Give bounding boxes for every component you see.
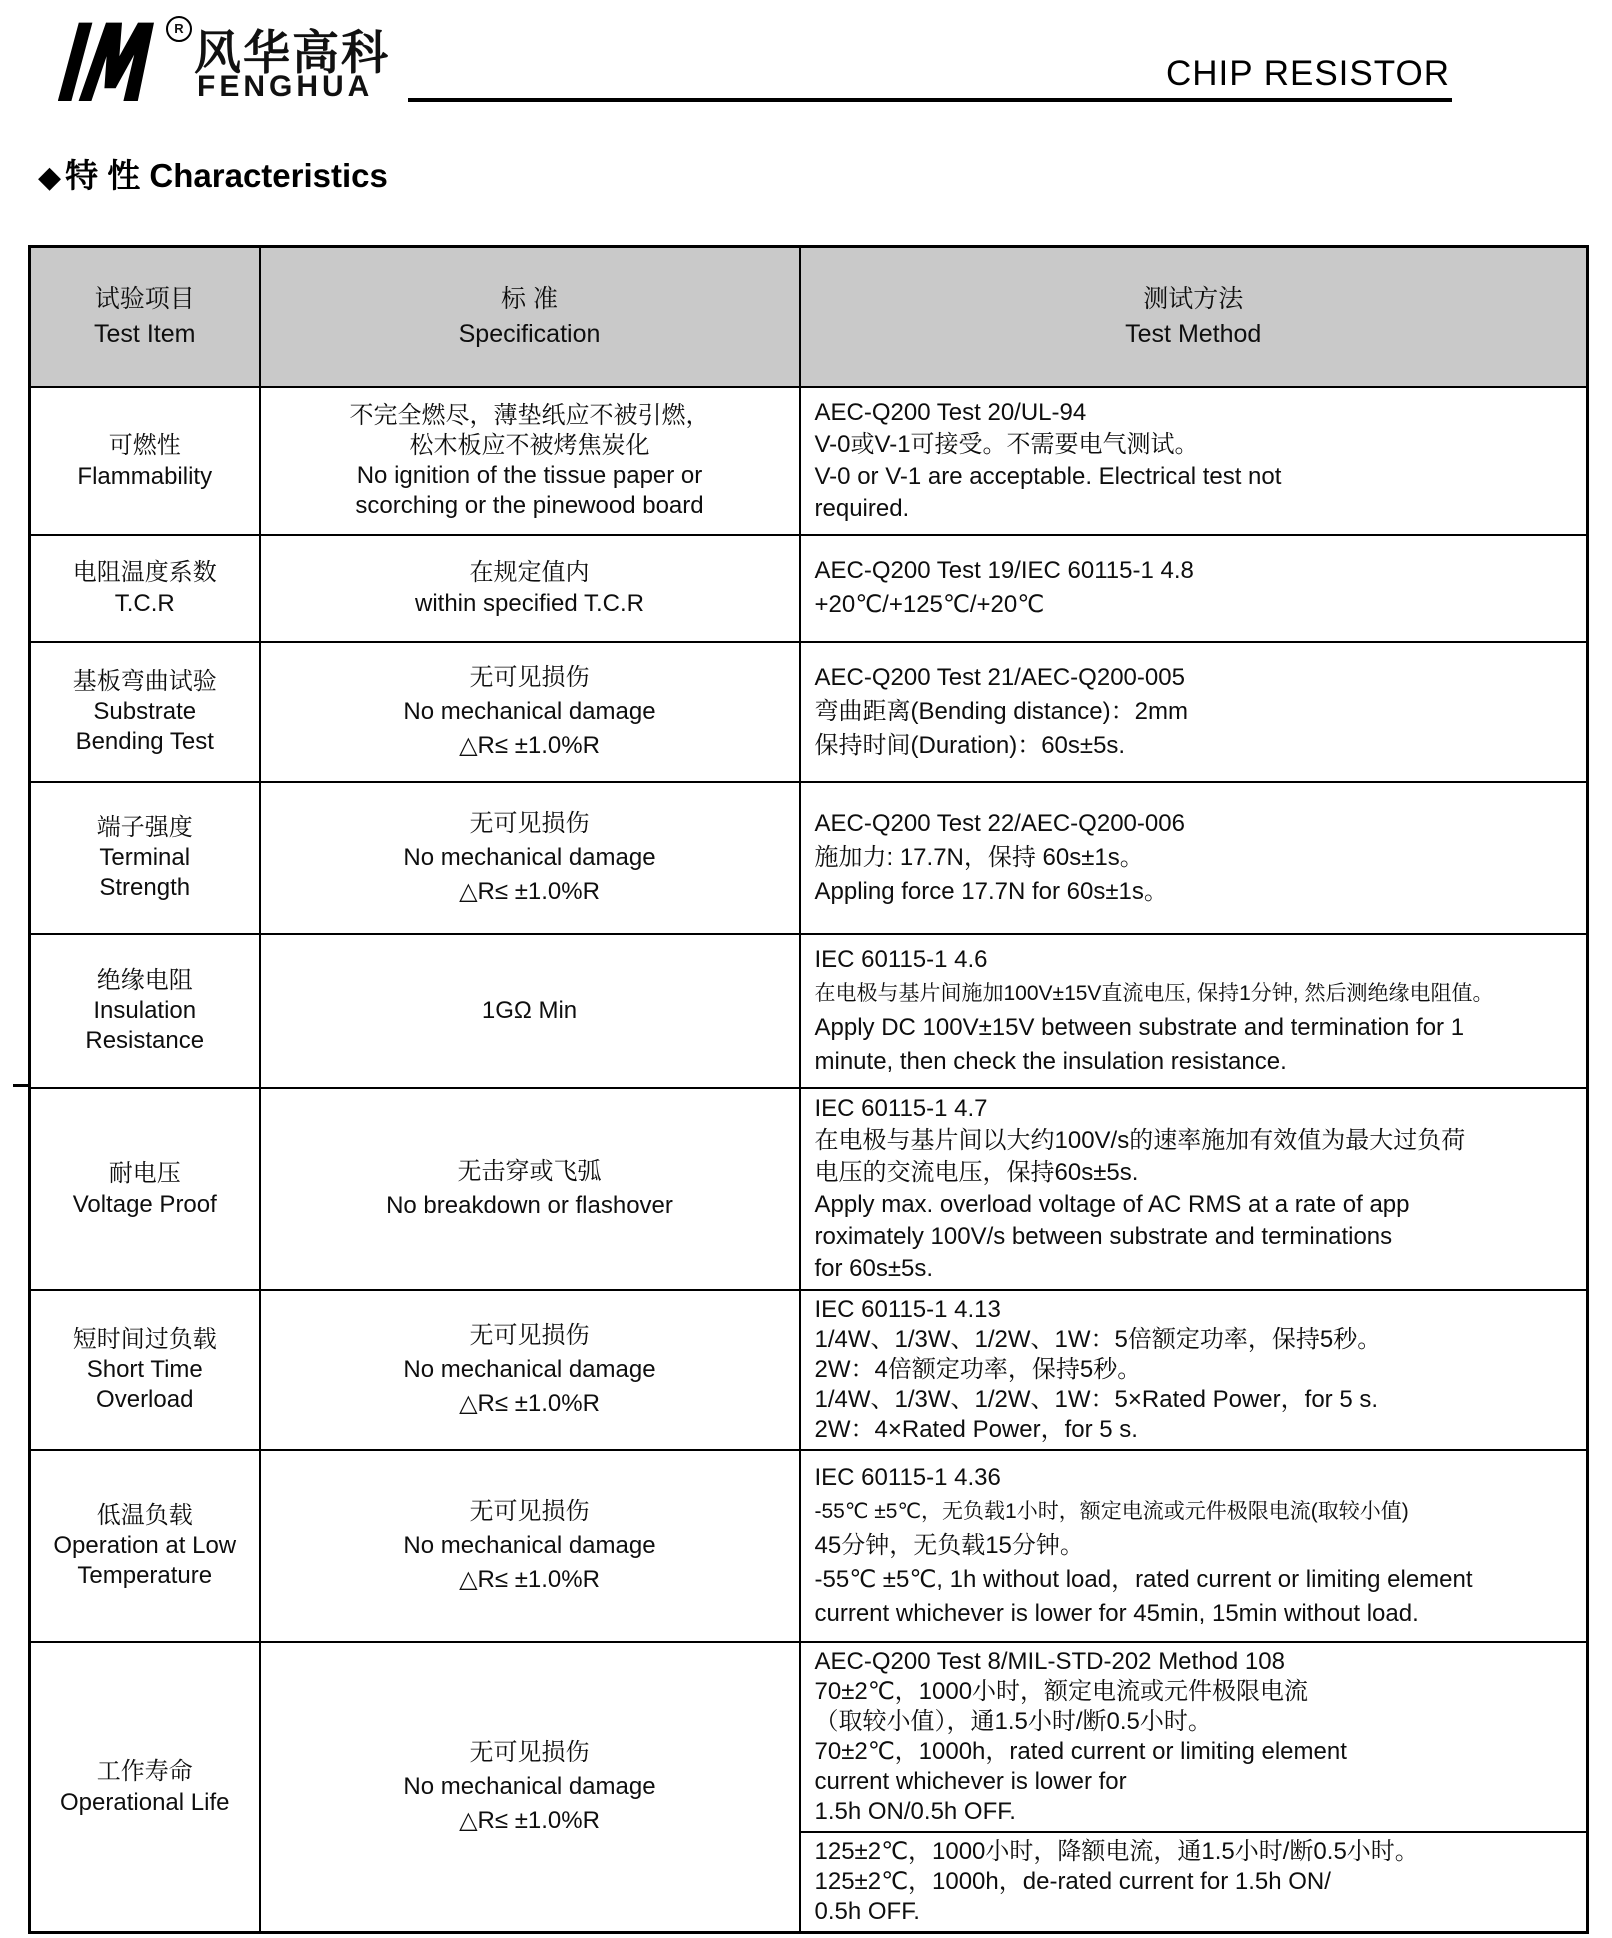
cell-line: Bending Test: [75, 727, 214, 755]
table-row-operational-life: [30, 1642, 1588, 1832]
test-method-cell: [800, 642, 1588, 782]
cell-line: 70±2℃，1000h，rated current or limiting element: [814, 1737, 1347, 1765]
table-row-tcr: [30, 535, 1588, 642]
cell-line: No breakdown or flashover: [386, 1191, 673, 1219]
cell-line: Operational Life: [60, 1788, 230, 1816]
cell-line: 端子强度: [96, 813, 193, 841]
header-line: 标 准: [501, 284, 558, 313]
specification-cell: [260, 535, 800, 642]
cell-line: 耐电压: [108, 1159, 181, 1187]
cell-line: △R≤ ±1.0%R: [459, 1565, 600, 1593]
cell-line: 在电极与基片间施加100V±15V直流电压, 保持1分钟, 然后测绝缘电阻值。: [814, 981, 1494, 1005]
test-method-cell: [800, 1290, 1588, 1450]
cell-line: V-0 or V-1 are acceptable. Electrical test not: [814, 462, 1282, 490]
cell-line: 低温负载: [96, 1501, 193, 1529]
cell-line: 70±2℃，1000小时，额定电流或元件极限电流: [814, 1677, 1309, 1705]
cell-line: （取较小值），通1.5小时/断0.5小时。: [814, 1707, 1212, 1735]
cell-line: 电压的交流电压，保持60s±5s.: [814, 1158, 1139, 1186]
cell-line: 工作寿命: [96, 1757, 193, 1785]
cell-line: No mechanical damage: [403, 697, 656, 725]
header-test-method: [800, 247, 1588, 387]
specification-cell: [260, 387, 800, 535]
cell-line: No mechanical damage: [403, 843, 656, 871]
test-item-cell: [30, 1290, 260, 1450]
cell-line: 45分钟，无负载15分钟。: [814, 1531, 1084, 1559]
cell-line: 绝缘电阻: [96, 966, 193, 994]
cell-line: Temperature: [77, 1561, 213, 1589]
test-method-cell: [800, 1088, 1588, 1290]
cell-line: scorching or the pinewood board: [355, 491, 704, 519]
cell-line: △R≤ ±1.0%R: [459, 731, 600, 759]
test-item-cell: [30, 1642, 260, 1933]
test-item-cell: [30, 535, 260, 642]
table-header-row: [30, 247, 1588, 387]
header-line: Specification: [458, 319, 601, 348]
test-item-cell: [30, 1088, 260, 1290]
cell-line: AEC-Q200 Test 22/AEC-Q200-006: [814, 809, 1185, 837]
diamond-bullet-icon: ◆: [38, 161, 62, 194]
cell-line: Terminal: [99, 843, 191, 871]
cell-line: 基板弯曲试验: [72, 667, 217, 695]
test-method-cell: [800, 1832, 1588, 1933]
cell-line: Short Time: [86, 1355, 203, 1383]
cell-line: 125±2℃，1000h，de-rated current for 1.5h ON/: [814, 1867, 1331, 1895]
registered-trademark-icon: R: [166, 16, 192, 42]
cell-line: Resistance: [85, 1026, 205, 1054]
cell-line: Apply DC 100V±15V between substrate and termination for 1: [814, 1013, 1465, 1041]
test-item-cell: [30, 642, 260, 782]
test-method-cell: [800, 387, 1588, 535]
cell-line: for 60s±5s.: [814, 1254, 934, 1282]
page-title: CHIP RESISTOR: [1166, 54, 1450, 93]
cell-line: Insulation: [93, 996, 197, 1024]
cell-line: 无可见损伤: [469, 1321, 590, 1349]
cell-line: No mechanical damage: [403, 1531, 656, 1559]
cell-line: Substrate: [93, 697, 197, 725]
cell-line: 1GΩ Min: [481, 997, 578, 1024]
test-item-cell: [30, 387, 260, 535]
cell-line: No ignition of the tissue paper or: [356, 461, 703, 489]
table-row-substrate-bending: [30, 642, 1588, 782]
cell-line: 在电极与基片间以大约100V/s的速率施加有效值为最大过负荷: [814, 1126, 1466, 1154]
test-method-cell: [800, 934, 1588, 1088]
header-divider: [408, 98, 1452, 102]
table-row-low-temperature: [30, 1450, 1588, 1642]
test-item-cell: [30, 1450, 260, 1642]
cell-line: T.C.R: [114, 590, 175, 617]
specification-cell: [260, 1088, 800, 1290]
specification-cell: [260, 1290, 800, 1450]
cell-line: Strength: [99, 873, 191, 901]
cell-line: Voltage Proof: [72, 1190, 217, 1218]
cell-line: 1/4W、1/3W、1/2W、1W：5倍额定功率，保持5秒。: [814, 1325, 1382, 1353]
header-specification: [260, 247, 800, 387]
table-row-flammability: [30, 387, 1588, 535]
cell-line: AEC-Q200 Test 20/UL-94: [814, 398, 1087, 426]
cell-line: 无击穿或飞弧: [457, 1157, 602, 1185]
cell-line: -55℃ ±5℃, 1h without load，rated current or limiting element: [814, 1565, 1473, 1593]
specification-cell: [260, 642, 800, 782]
brand-name-chinese: 风华高科: [194, 26, 390, 79]
table-row-voltage-proof: [30, 1088, 1588, 1290]
cell-line: 125±2℃，1000小时，降额电流，通1.5小时/断0.5小时。: [814, 1837, 1419, 1865]
cell-line: current whichever is lower for 45min, 15min without load.: [814, 1599, 1419, 1627]
specification-cell: [260, 782, 800, 934]
test-method-cell: [800, 1450, 1588, 1642]
cell-line: Appling force 17.7N for 60s±1s。: [814, 877, 1168, 905]
cell-line: 松木板应不被烤焦炭化: [409, 431, 650, 459]
cell-line: 不完全燃尽，薄垫纸应不被引燃，: [349, 401, 710, 429]
cell-line: 无可见损伤: [469, 809, 590, 837]
cell-line: 保持时间(Duration)：60s±5s.: [814, 731, 1126, 759]
cell-line: 在规定值内: [469, 559, 590, 586]
cell-line: Overload: [96, 1385, 194, 1413]
cell-line: Flammability: [77, 462, 213, 490]
header-line: 试验项目: [94, 284, 195, 313]
table-row-short-time-overload: [30, 1290, 1588, 1450]
cell-line: △R≤ ±1.0%R: [459, 1389, 600, 1417]
cell-line: 可燃性: [108, 431, 181, 459]
cell-line: 1/4W、1/3W、1/2W、1W：5×Rated Power，for 5 s.: [814, 1385, 1379, 1413]
test-method-cell: [800, 535, 1588, 642]
cell-line: roximately 100V/s between substrate and terminations: [814, 1222, 1393, 1250]
test-item-cell: [30, 934, 260, 1088]
cell-line: Apply max. overload voltage of AC RMS at a rate of app: [814, 1190, 1410, 1218]
cell-line: 短时间过负载: [72, 1325, 217, 1353]
cell-line: -55℃ ±5℃，无负载1小时，额定电流或元件极限电流(取较小值): [814, 1499, 1409, 1523]
cell-line: AEC-Q200 Test 21/AEC-Q200-005: [814, 663, 1185, 691]
cell-line: required.: [814, 494, 910, 522]
cell-line: 2W：4×Rated Power，for 5 s.: [814, 1415, 1138, 1443]
test-method-cell: [800, 1642, 1588, 1832]
cell-line: +20℃/+125℃/+20℃: [814, 591, 1045, 618]
cell-line: △R≤ ±1.0%R: [459, 877, 600, 905]
cell-line: 弯曲距离(Bending distance)：2mm: [814, 697, 1188, 725]
header-line: Test Method: [1125, 319, 1262, 348]
test-item-cell: [30, 782, 260, 934]
specification-cell: [260, 1642, 800, 1933]
section-title: [38, 150, 388, 197]
cell-line: V-0或V-1可接受。不需要电气测试。: [814, 430, 1199, 458]
fenghua-logo-icon: [58, 14, 162, 108]
cell-line: 无可见损伤: [469, 1738, 590, 1766]
cell-line: AEC-Q200 Test 19/IEC 60115-1 4.8: [814, 557, 1194, 584]
test-method-cell: [800, 782, 1588, 934]
cell-line: IEC 60115-1 4.13: [814, 1295, 1001, 1323]
specification-cell: [260, 934, 800, 1088]
cell-line: 0.5h OFF.: [814, 1897, 920, 1925]
cell-line: IEC 60115-1 4.36: [814, 1463, 1001, 1491]
cell-line: AEC-Q200 Test 8/MIL-STD-202 Method 108: [814, 1647, 1285, 1675]
cell-line: No mechanical damage: [403, 1772, 656, 1800]
cell-line: 1.5h ON/0.5h OFF.: [814, 1797, 1016, 1825]
cell-line: △R≤ ±1.0%R: [459, 1806, 600, 1834]
cell-line: 施加力: 17.7N，保持 60s±1s。: [814, 843, 1144, 871]
cell-line: IEC 60115-1 4.6: [814, 945, 988, 973]
cell-line: IEC 60115-1 4.7: [814, 1094, 988, 1122]
characteristics-table: [28, 245, 1589, 1934]
cell-line: 无可见损伤: [469, 663, 590, 691]
table-row-terminal-strength: [30, 782, 1588, 934]
header-line: Test Item: [94, 319, 196, 348]
header-line: 测试方法: [1143, 284, 1244, 313]
cell-line: No mechanical damage: [403, 1355, 656, 1383]
section-title-text: 特 性 Characteristics: [65, 157, 388, 194]
cell-line: current whichever is lower for: [814, 1767, 1127, 1795]
cell-line: minute, then check the insulation resistance.: [814, 1047, 1287, 1075]
cell-line: 电阻温度系数: [72, 559, 217, 586]
header-test-item: [30, 247, 260, 387]
table-row-insulation-resistance: [30, 934, 1588, 1088]
cell-line: 2W：4倍额定功率，保持5秒。: [814, 1355, 1142, 1383]
cell-line: Operation at Low: [53, 1531, 237, 1559]
specification-cell: [260, 1450, 800, 1642]
cell-line: within specified T.C.R: [415, 590, 644, 617]
cell-line: 无可见损伤: [469, 1497, 590, 1525]
brand-name-english: FENGHUA: [197, 70, 374, 103]
